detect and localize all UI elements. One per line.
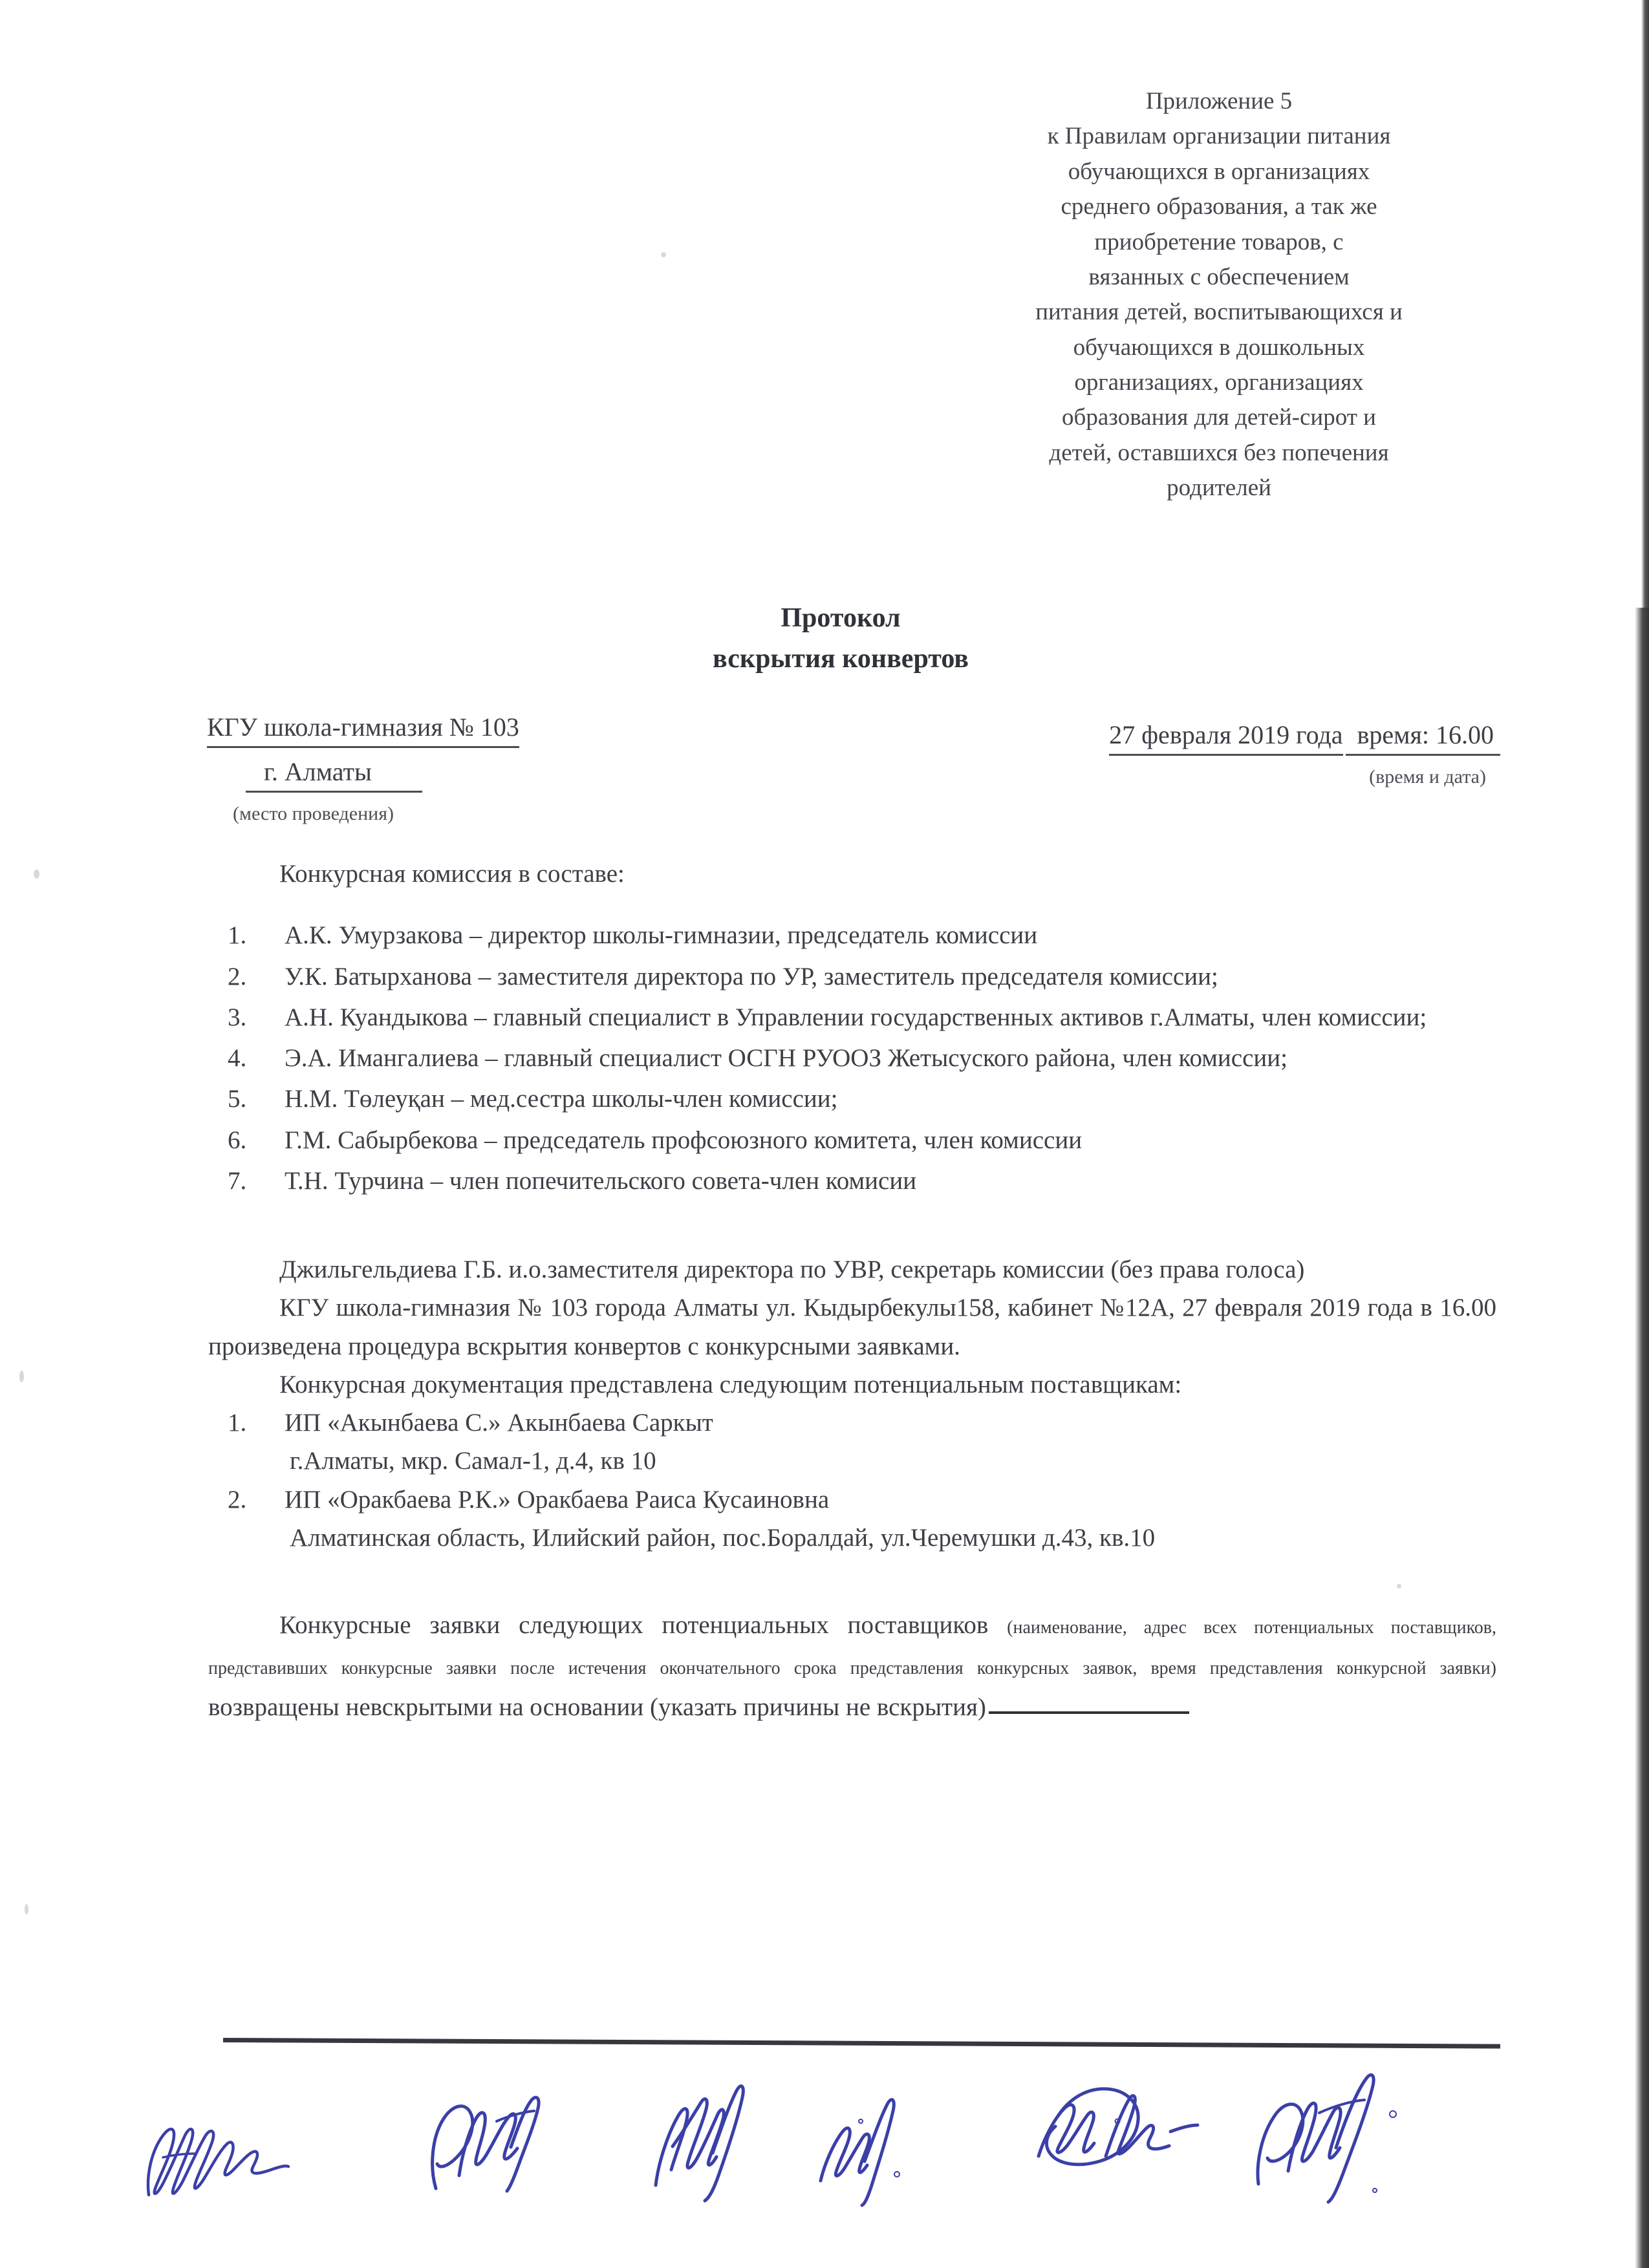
list-item-number: 2.: [228, 1485, 247, 1514]
list-item-text: А.Н. Куандыкова – главный специалист в Управлении государственных активов г.Алматы, член комиссии;: [285, 1003, 1427, 1031]
datetime-block: [1022, 711, 1500, 788]
supplier-list: [208, 1404, 1496, 1557]
list-item-number: 4.: [228, 1044, 247, 1073]
place-block: [207, 711, 685, 825]
appendix-line: обучающихся в организациях: [1068, 158, 1370, 185]
document-title: [453, 598, 1229, 679]
list-item: [208, 957, 1496, 996]
list-item: [208, 998, 1496, 1036]
meeting-date: 27 февраля 2019 года: [1109, 719, 1342, 756]
signature-5: [1015, 2079, 1203, 2198]
datetime-caption: (время и дата): [1369, 766, 1486, 787]
appendix-header: [964, 84, 1474, 506]
scan-speck: [19, 1371, 24, 1382]
scan-speck: [661, 252, 666, 257]
list-item-text: У.К. Батырханова – заместителя директора по УР, заместитель председателя комиссии;: [285, 962, 1218, 990]
appendix-line: детей, оставшихся без попечения: [1049, 439, 1389, 466]
document-body: [208, 855, 1496, 1728]
list-item: [208, 1481, 1496, 1557]
appendix-line: приобретение товаров, с: [1094, 228, 1344, 255]
list-item-number: 6.: [228, 1126, 247, 1154]
appendix-line: организациях, организациях: [1074, 369, 1364, 396]
appendix-line: питания детей, воспитывающихся и: [1035, 299, 1403, 326]
spacer: [208, 1203, 1496, 1250]
fill-in-blank[interactable]: [989, 1711, 1189, 1714]
appendix-line: Приложение 5: [1145, 88, 1293, 114]
suppliers-intro: Конкурсная документация представлена следующим потенциальным поставщикам:: [279, 1370, 1182, 1398]
list-item-text: Н.М. Төлеуқан – мед.сестра школы-член комиссии;: [285, 1085, 838, 1113]
supplier-address: г.Алматы, мкр. Самал-1, д.4, кв 10: [290, 1447, 656, 1475]
list-item-number: 1.: [228, 921, 247, 950]
venue-paragraph: КГУ школа-гимназия № 103 города Алматы ул. Кыдырбекулы158, кабинет №12А, 27 февраля 2019 года в 16.00 произведена процедура вскрытия конвертов с конкурсными заявками.: [208, 1294, 1496, 1360]
signature-3: [640, 2075, 770, 2205]
appendix-line: среднего образования, а так же: [1061, 193, 1377, 220]
signature-2: [414, 2085, 563, 2201]
final-note: (наименование, адрес всех потенциальных поставщиков, представивших конкурсные заявки после истечения окончательного срока представления конкурсных заявок, время представления конкурсной заявки): [208, 1618, 1496, 1679]
list-item: [208, 916, 1496, 954]
place-caption: (место проведения): [233, 803, 394, 824]
list-item: [208, 1080, 1496, 1118]
signature-1: [123, 2098, 317, 2208]
commission-lead: Конкурсная комиссия в составе:: [279, 860, 625, 888]
place-city: г. Алматы: [246, 756, 422, 793]
supplier-address: Алматинская область, Илийский район, пос.Боралдай, ул.Черемушки д.43, кв.10: [290, 1523, 1156, 1552]
commission-member-list: [208, 916, 1496, 1200]
signature-4: [812, 2091, 925, 2208]
final-paragraph: [208, 1605, 1496, 1728]
list-item: [208, 1162, 1496, 1200]
scan-speck: [34, 870, 39, 879]
signature-6: [1242, 2069, 1423, 2205]
list-item: [208, 1039, 1496, 1077]
appendix-line: обучающихся в дошкольных: [1073, 334, 1365, 361]
supplier-name: ИП «Акынбаева С.» Акынбаева Саркыт: [285, 1409, 713, 1437]
scan-edge-right-lower: [1635, 608, 1649, 2268]
list-item-number: 5.: [228, 1085, 247, 1113]
supplier-name: ИП «Оракбаева Р.К.» Оракбаева Раиса Кусаиновна: [285, 1485, 830, 1514]
final-part-2: возвращены невскрытыми на основании (указать причины не вскрытия): [208, 1693, 986, 1721]
list-item-number: 7.: [228, 1166, 247, 1195]
section-divider: [223, 2038, 1500, 2049]
scan-speck: [25, 1904, 28, 1914]
appendix-line: вязанных с обеспечением: [1088, 263, 1350, 290]
meta-row: [207, 711, 1500, 825]
list-item: [208, 1404, 1496, 1481]
list-item-text: Э.А. Имангалиева – главный специалист ОСГН РУООЗ Жетысуского района, член комиссии;: [285, 1044, 1288, 1073]
appendix-line: родителей: [1167, 475, 1271, 502]
meeting-time: время: 16.00: [1346, 719, 1500, 756]
list-item-number: 2.: [228, 962, 247, 990]
appendix-line: образования для детей-сирот и: [1062, 404, 1376, 431]
signature-block: [0, 2062, 1649, 2256]
spacer: [208, 1557, 1496, 1605]
title-line-2: вскрытия конвертов: [713, 644, 969, 674]
title-line-1: Протокол: [781, 603, 901, 633]
list-item-text: Г.М. Сабырбекова – председатель профсоюзного комитета, член комиссии: [285, 1126, 1083, 1154]
list-item-text: А.К. Умурзакова – директор школы-гимназии, председатель комиссии: [285, 921, 1038, 950]
place-organization: КГУ школа-гимназия № 103: [207, 711, 519, 748]
list-item: [208, 1121, 1496, 1159]
secretary-paragraph: Джильгельдиева Г.Б. и.о.заместителя директора по УВР, секретарь комиссии (без права голоса): [279, 1256, 1305, 1284]
final-part-1: Конкурсные заявки следующих потенциальных поставщиков: [279, 1611, 1008, 1640]
appendix-line: к Правилам организации питания: [1047, 123, 1391, 150]
list-item-number: 3.: [228, 1003, 247, 1031]
list-item-number: 1.: [228, 1409, 247, 1437]
list-item-text: Т.Н. Турчина – член попечительского совета-член комисии: [285, 1166, 917, 1195]
